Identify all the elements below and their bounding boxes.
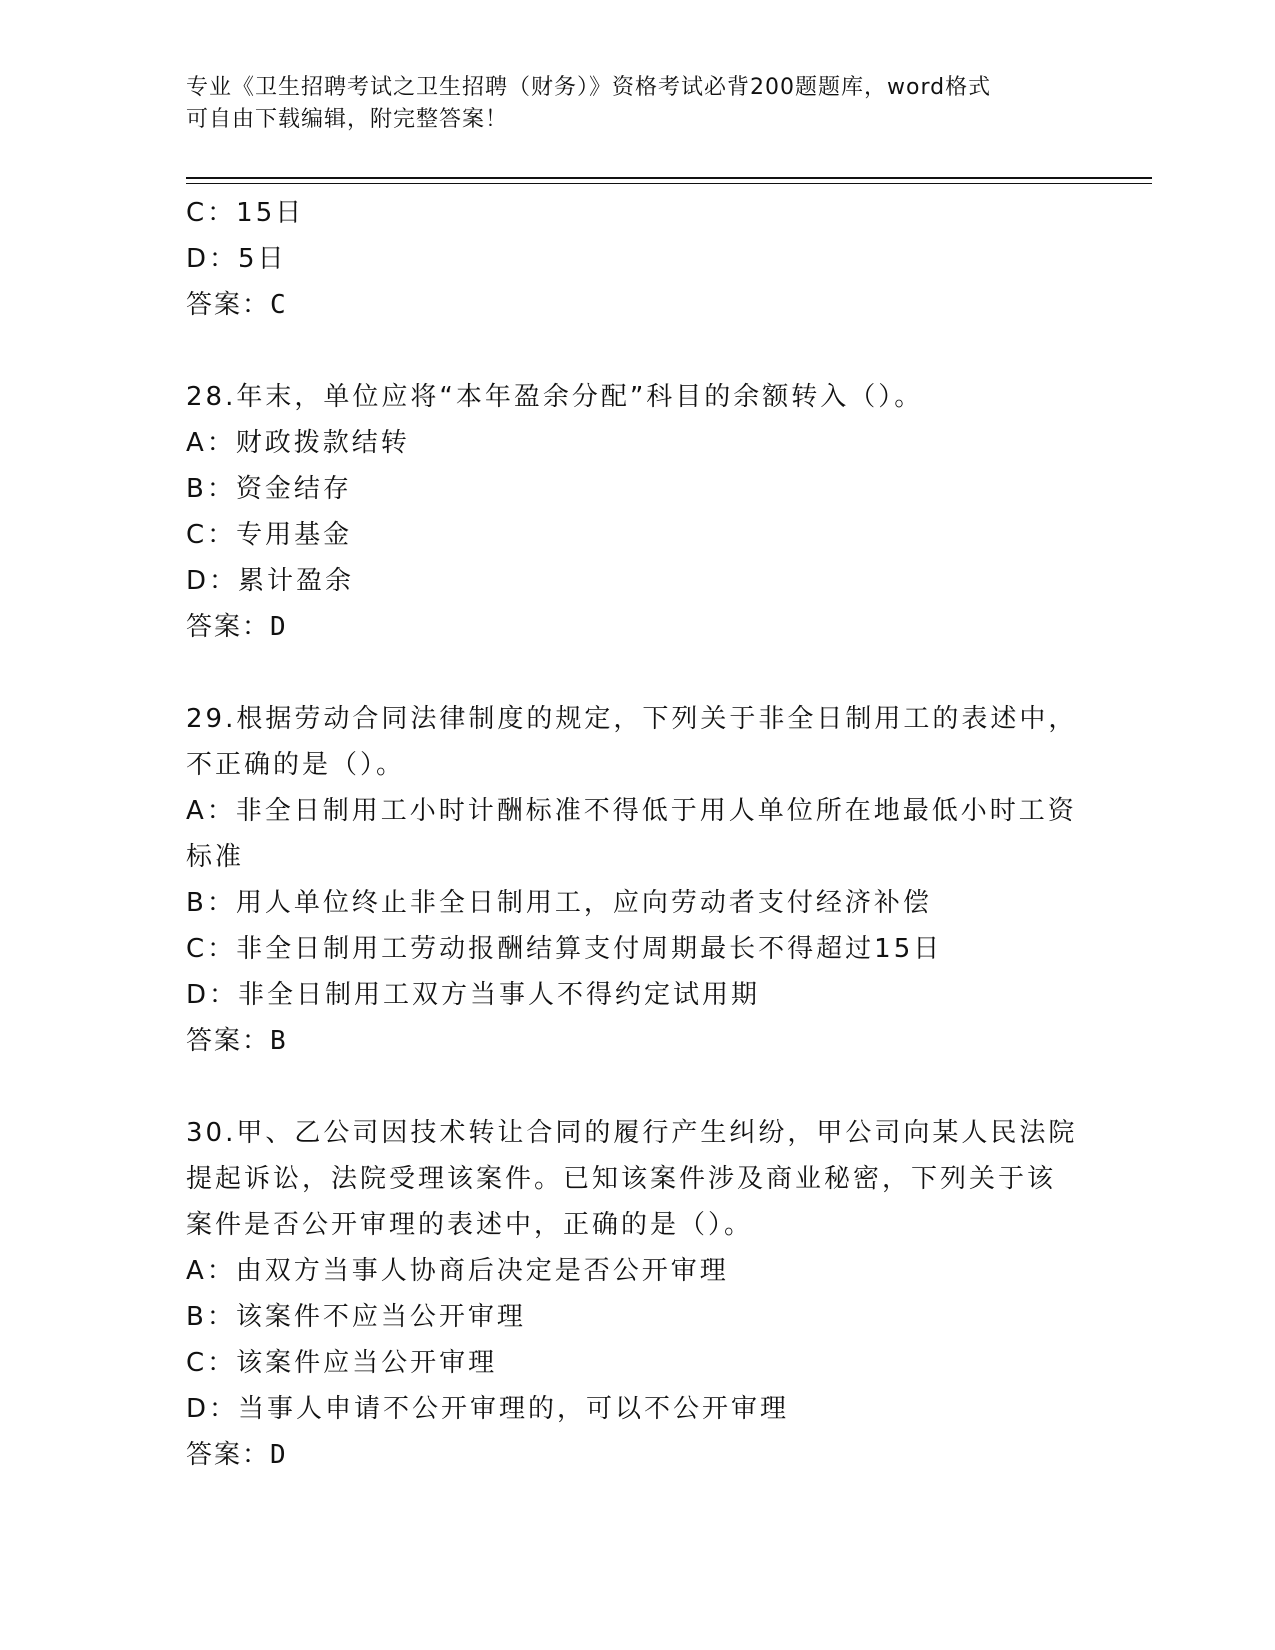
- header-rule-thin: [186, 183, 1152, 184]
- answer-line: 答案：C: [186, 290, 288, 320]
- option-b: B：用人单位终止非全日制用工，应向劳动者支付经济补偿: [186, 888, 932, 918]
- question-text-line-2: 不正确的是（）。: [186, 750, 406, 780]
- option-c: C：非全日制用工劳动报酬结算支付周期最长不得超过15日: [186, 934, 943, 964]
- option-a: A：财政拨款结转: [186, 428, 410, 458]
- option-d: D：当事人申请不公开审理的，可以不公开审理: [186, 1394, 790, 1424]
- header-rule-thick: [186, 177, 1152, 179]
- question-text-line-1: 29.根据劳动合同法律制度的规定，下列关于非全日制用工的表述中，: [186, 704, 1078, 734]
- question-text-line-1: 30.甲、乙公司因技术转让合同的履行产生纠纷，甲公司向某人民法院: [186, 1118, 1078, 1148]
- answer-line: 答案：D: [186, 612, 288, 642]
- question-30: [186, 1110, 1086, 1478]
- answer-line: 答案：B: [186, 1026, 288, 1056]
- question-29: [186, 696, 1086, 1064]
- option-d: D：5日: [186, 244, 287, 274]
- option-d: D：非全日制用工双方当事人不得约定试用期: [186, 980, 761, 1010]
- option-b: B：该案件不应当公开审理: [186, 1302, 526, 1332]
- header-line-1: 专业《卫生招聘考试之卫生招聘（财务）》资格考试必背200题题库，word格式: [186, 75, 992, 100]
- spacer: [186, 1064, 1086, 1110]
- option-a-line-1: A：非全日制用工小时计酬标准不得低于用人单位所在地最低小时工资: [186, 796, 1077, 826]
- spacer: [186, 650, 1086, 696]
- question-28: [186, 374, 1086, 650]
- option-a-line-2: 标准: [186, 842, 245, 872]
- option-c: C：专用基金: [186, 520, 353, 550]
- option-c: C：15日: [186, 198, 305, 228]
- header-line-2: 可自由下载编辑，附完整答案！: [186, 107, 509, 132]
- question-text: 28.年末，单位应将“本年盈余分配”科目的余额转入（）。: [186, 382, 924, 412]
- question-text-line-3: 案件是否公开审理的表述中，正确的是（）。: [186, 1210, 754, 1240]
- option-c: C：该案件应当公开审理: [186, 1348, 498, 1378]
- spacer: [186, 328, 1086, 374]
- option-d: D：累计盈余: [186, 566, 355, 596]
- answer-line: 答案：D: [186, 1440, 288, 1470]
- question-27-tail: [186, 190, 1086, 328]
- option-b: B：资金结存: [186, 474, 352, 504]
- question-list: [186, 190, 1086, 1478]
- question-text-line-2: 提起诉讼，法院受理该案件。已知该案件涉及商业秘密，下列关于该: [186, 1164, 1057, 1194]
- option-a: A：由双方当事人协商后决定是否公开审理: [186, 1256, 729, 1286]
- document-header: [186, 72, 1066, 136]
